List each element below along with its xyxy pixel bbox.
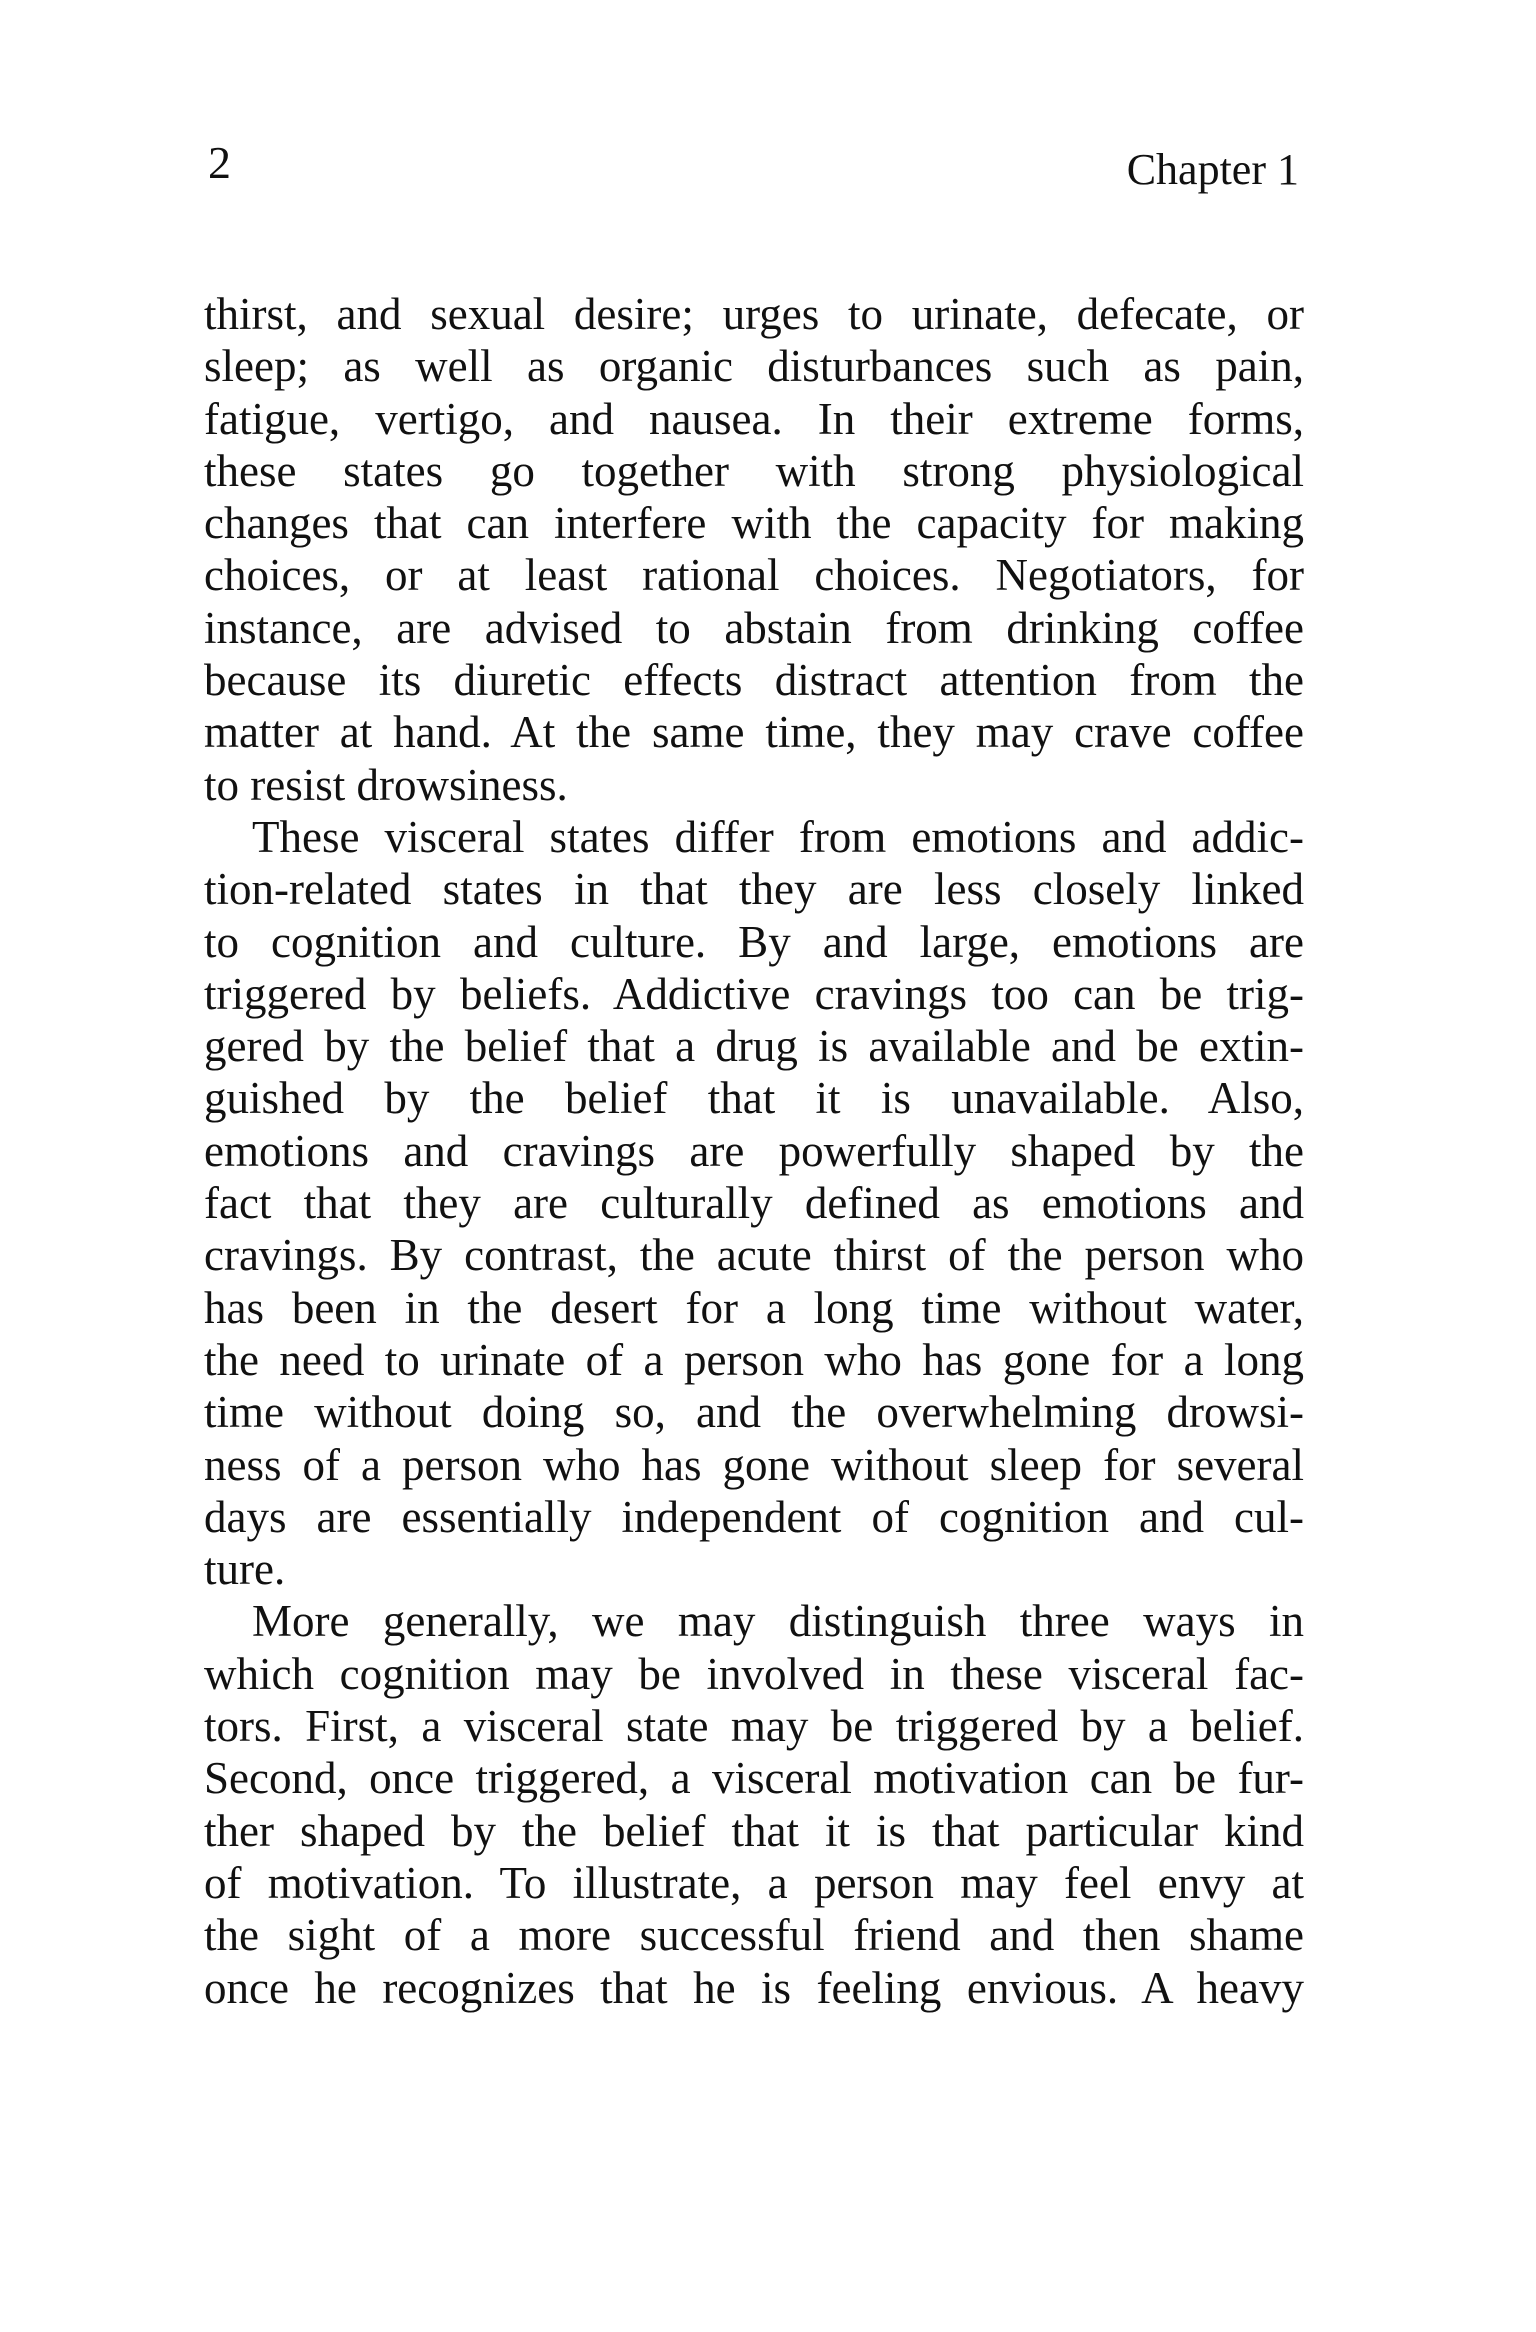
text-line: to cognition and culture. By and large, emotions are — [204, 916, 1304, 967]
text-line: matter at hand. At the same time, they may crave coffee — [204, 707, 1304, 758]
text-line: More generally, we may distinguish three ways in — [252, 1596, 1304, 1647]
text-line: which cognition may be involved in these visceral fac- — [204, 1648, 1304, 1699]
text-line: tion-related states in that they are less closely linked — [204, 864, 1304, 915]
text-line: thirst, and sexual desire; urges to urinate, defecate, or — [204, 289, 1304, 339]
text-line: choices, or at least rational choices. Negotiators, for — [204, 550, 1304, 601]
text-line: time without doing so, and the overwhelming drowsi- — [204, 1387, 1304, 1438]
paragraph-3 — [204, 1595, 1304, 2013]
text-line: to resist drowsiness. — [204, 759, 568, 810]
text-line: ness of a person who has gone without sleep for several — [204, 1439, 1304, 1490]
text-line: fact that they are culturally defined as emotions and — [204, 1178, 1304, 1229]
text-line: sleep; as well as organic disturbances such as pain, — [204, 341, 1304, 392]
text-line: the need to urinate of a person who has gone for a long — [204, 1334, 1304, 1385]
text-line: gered by the belief that a drug is available and be extin- — [204, 1021, 1304, 1072]
text-line: instance, are advised to abstain from drinking coffee — [204, 602, 1304, 653]
page-number: 2 — [208, 137, 231, 188]
text-line: fatigue, vertigo, and nausea. In their extreme forms, — [204, 393, 1304, 444]
running-head: Chapter 1 — [1126, 145, 1299, 194]
text-line: emotions and cravings are powerfully shaped by the — [204, 1125, 1304, 1176]
paragraph-2 — [204, 811, 1304, 1595]
text-line: tors. First, a visceral state may be triggered by a belief. — [204, 1701, 1304, 1752]
text-line: guished by the belief that it is unavailable. Also, — [204, 1073, 1304, 1124]
text-line: ture. — [204, 1544, 286, 1595]
text-line: ther shaped by the belief that it is that particular kind — [204, 1805, 1304, 1856]
text-line: the sight of a more successful friend and then shame — [204, 1910, 1304, 1961]
text-line: of motivation. To illustrate, a person may feel envy at — [204, 1857, 1304, 1908]
text-line: once he recognizes that he is feeling envious. A heavy — [204, 1962, 1304, 2013]
text-line: changes that can interfere with the capacity for making — [204, 498, 1304, 549]
text-line: These visceral states differ from emotions and addic- — [252, 811, 1304, 862]
text-line: Second, once triggered, a visceral motivation can be fur- — [204, 1753, 1304, 1804]
text-line: these states go together with strong physiological — [204, 445, 1304, 496]
text-line: has been in the desert for a long time without water, — [204, 1282, 1304, 1333]
text-line: because its diuretic effects distract attention from the — [204, 655, 1304, 706]
text-line: cravings. By contrast, the acute thirst of the person who — [204, 1230, 1304, 1281]
body-text — [204, 288, 1304, 2014]
text-line: days are essentially independent of cognition and cul- — [204, 1491, 1304, 1542]
text-line: triggered by beliefs. Addictive cravings too can be trig- — [204, 968, 1304, 1019]
paragraph-1 — [204, 288, 1304, 811]
